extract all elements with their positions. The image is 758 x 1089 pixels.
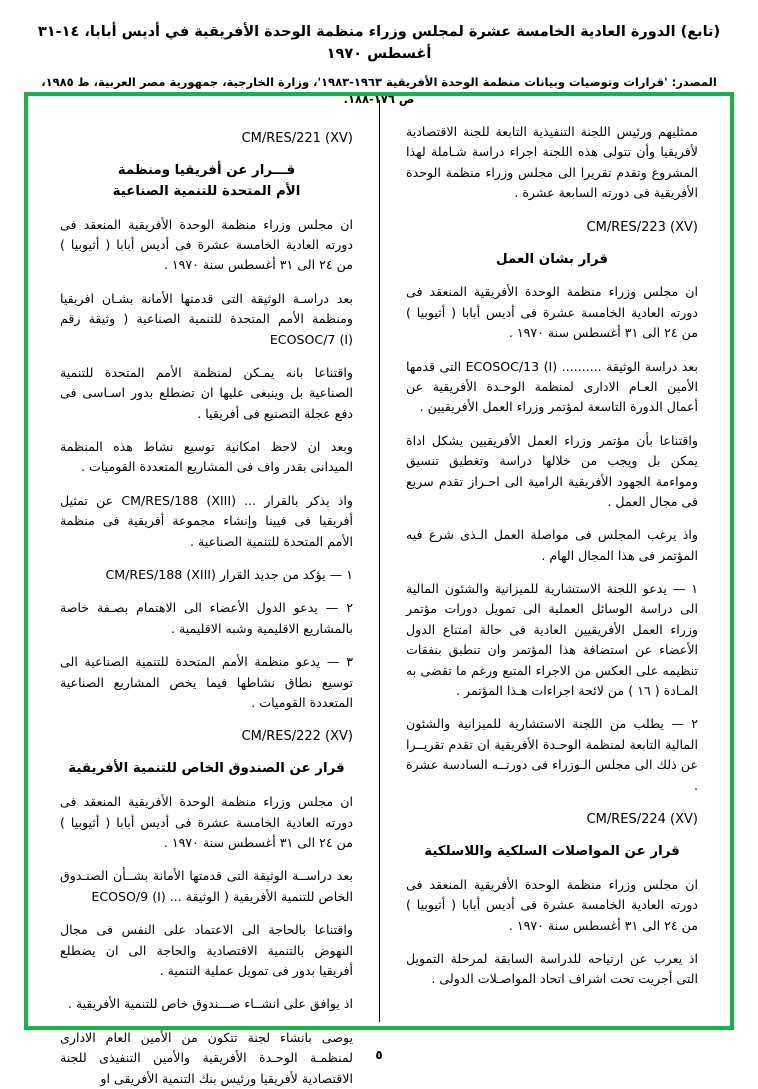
- desire-paragraph: واذ يرغب المجلس فى مواصلة العمل الـذى شرع فيه المؤتمر فى هذا المجال الهام .: [406, 527, 698, 563]
- resolution-title: قـــرار عن أفريقيا ومنظمة الأم المتحدة للتنمية الصناعية: [112, 163, 301, 199]
- recall-paragraph: واذ يذكر بالقرار ... CM/RES/188 (XIII) عن تمثيل أفريقيا فى فيينا وإنشاء مجموعة أفريقية فى منظمة الأمم المتحدة للتنمية الصناعية .: [60, 492, 353, 549]
- item-1-paragraph: ١ — يدعو اللجنة الاستشارية للميزانية والشئون المالية الى دراسة الوسائل العملية الى تمويل دورات مؤتمر وزراء العمل الأفريقيين العادية فى حالة امتناع الدول الأعضاء عن استضافة هذا المؤتمر وان تنطبق بنفقات تنظيمه على العكس من الاجراء المتبع ورغم ما تقضى به المـادة ( ١٦ ) من لائحة اجراءات هـذا المؤتمر .: [406, 581, 698, 699]
- study-document-paragraph: بعد دراسة الوثيقة .......... (ECOSOC/13 (I التى قدمها الأمين العـام الادارى لمنظمة الوحـدة الأفريقية عن أعمال الدورة التاسعة لمؤتمر وزراء العمل الأفريقيين .: [406, 358, 698, 415]
- source-line: المصدر: 'قرارات وتوصيات وبيانات منظمة الوحدة الأفريقية ١٩٦٣-١٩٨٣'، وزارة الخارجية، جمهورية مصر العربية، ط ١٩٨٥، ص ١٧٦-١٨٨.: [41, 74, 717, 106]
- study-document-paragraph: بعد دراسـة الوثيقة التى قدمتها الأمانة بشـان افريقيا ومنظمة الأمم المتحدة للتنمية الصناعية ( وثيقة رقم (ECOSOC/7 (I: [60, 290, 353, 347]
- study-document-paragraph: بعد دراســة الوثيقة التى قدمتها الأمانة بشــأن الصنـدوق الخاص للتنمية الأفريقية ( الوثيقة ... (ECOSO/9 (I: [60, 868, 353, 904]
- satisfaction-paragraph: اذ يعرب عن ارتياحه للدراسة السابقة لمرحلة التمويل التى أجريت تحت اشراف اتحاد المواصـلات الدولى .: [406, 950, 698, 987]
- conviction-paragraph: واقتناعا بالحاجة الى الاعتماد على النفس فى مجال النهوض بالتنمية الاقتصادية والحاجة الى ان يضطلع أفريقيا بدور فى تمويل عملية التنمية .: [60, 922, 353, 978]
- resolution-title: قرار بشان العمل: [496, 251, 608, 267]
- preamble-paragraph: ان مجلس وزراء منظمة الوحدة الأفريقية المنعقد فى دورته العادية الخامسة عشرة فى أديس أبابا ( أثيوبيا ) من ٢٤ الى ٣١ أغسطس سنة ١٩٧٠ .: [60, 794, 353, 850]
- preamble-paragraph: ان مجلس وزراء منظمة الوحدة الأفريقية المنعقد فى دورته العادية الخامسة عشرة فى أديس أبابا ( أثيوبيا ) من ٢٤ الى ٣١ أغسطس سنة ١٩٧٠ .: [60, 216, 353, 273]
- recommendation-paragraph: يوصى بانشاء لجنة تتكون من الأمين العام الادارى لمنظمـة الوحـدة الأفريقية والأمين التنفيذى للجنة الاقتصادية لأفريقيا ورئيس بنك التنمية الأفريقى او: [60, 1029, 353, 1086]
- continuation-paragraph: ممثليهم ورئيس اللجنة التنفيذية التابعة للجنة الاقتصادية لأفريقيا وأن تتولى هذه اللجنة اجراء دراسة شـاملة لهذا المشروع وتقدم تقريرا الى مجلس وزراء منظمة الوحدة الأفريقية فى دورته السابعة عشرة .: [406, 124, 698, 201]
- resolution-id: CM/RES/221 (XV): [241, 131, 353, 146]
- right-column: [379, 100, 724, 1022]
- item-1-paragraph: ١ — يؤكد من جديد القرار CM/RES/188 (XIII): [105, 567, 353, 583]
- resolution-id: CM/RES/222 (XV): [241, 729, 353, 745]
- resolution-title: قرار عن الصندوق الخاص للتنمية الأفريقية: [68, 761, 345, 777]
- page-number: ٥: [375, 1048, 383, 1062]
- conviction-paragraph: واقتناعا بانه يمـكن لمنظمة الأمم المتحدة للتنمية الصناعية بل وينبغى عليها ان تضطلع بدور اسـاسى فى دفع عجلة التصنيع فى أفريقيا .: [60, 364, 353, 421]
- preamble-paragraph: ان مجلس وزراء منظمة الوحدة الأفريقية المنعقد فى دورته العادية الخامسة عشرة فى أديس أبابا ( أثيوبيا ) من ٢٤ الى ٣١ أغسطس سنة ١٩٧٠ .: [406, 876, 698, 933]
- observation-paragraph: وبعد ان لاحظ امكانية توسيع نشاط هذه المنظمة الميدانى بقدر واف فى المشاريع المتعددة القوميات .: [60, 439, 353, 475]
- agreement-paragraph: اذ يوافق على انشــاء صـــندوق خاص للتنمية الأفريقية .: [67, 996, 353, 1012]
- resolution-id: CM/RES/223 (XV): [586, 219, 698, 235]
- preamble-paragraph: ان مجلس وزراء منظمة الوحدة الأفريقية المنعقد فى دورته العادية الخامسة عشرة فى أديس أبابا ( أثيوبيا ) من ٢٤ الى ٣١ أغسطس سنة ١٩٧٠ .: [406, 284, 698, 341]
- resolution-title: قرار عن المواصلات السلكية واللاسلكية: [424, 844, 680, 860]
- resolution-id: CM/RES/224 (XV): [586, 811, 698, 827]
- page-title: (تابع) الدورة العادية الخامسة عشرة لمجلس وزراء منظمة الوحدة الأفريقية في أديس أبابا، ١٤-٣١ أغسطس ١٩٧٠: [37, 24, 721, 62]
- item-2-paragraph: ٢ — يدعو الدول الأعضاء الى الاهتمام بصـفة خاصة بالمشاريع الاقليمية وشبه الاقليمية .: [60, 600, 353, 636]
- left-column: [34, 100, 379, 1086]
- conviction-paragraph: واقتناعا بأن مؤتمر وزراء العمل الأفريقيين يشكل اداة يمكن بل ويجب من خلالها دراسة وتغطيق تنسيق ومواءمة الجهود الأفريقية الرامية الى احـراز تقدم سريع فى مجال العمل .: [406, 432, 698, 509]
- item-3-paragraph: ٣ — يدعو منظمة الأمم المتحدة للتنمية الصناعية الى توسيع نطاق نشاطها فيما يخص المشاريع الصناعية المتعددة القوميات .: [60, 654, 353, 710]
- item-2-paragraph: ٢ — يطلب من اللجنة الاستشارية للميزانية والشئون المالية التابعة لمنظمة الوحـدة الأفريقية ان تقدم تقريــرا عن ذلك الى مجلس الـوزراء فى دورتــه السادسة عشرة .: [406, 716, 698, 793]
- two-column-body: [34, 100, 724, 1086]
